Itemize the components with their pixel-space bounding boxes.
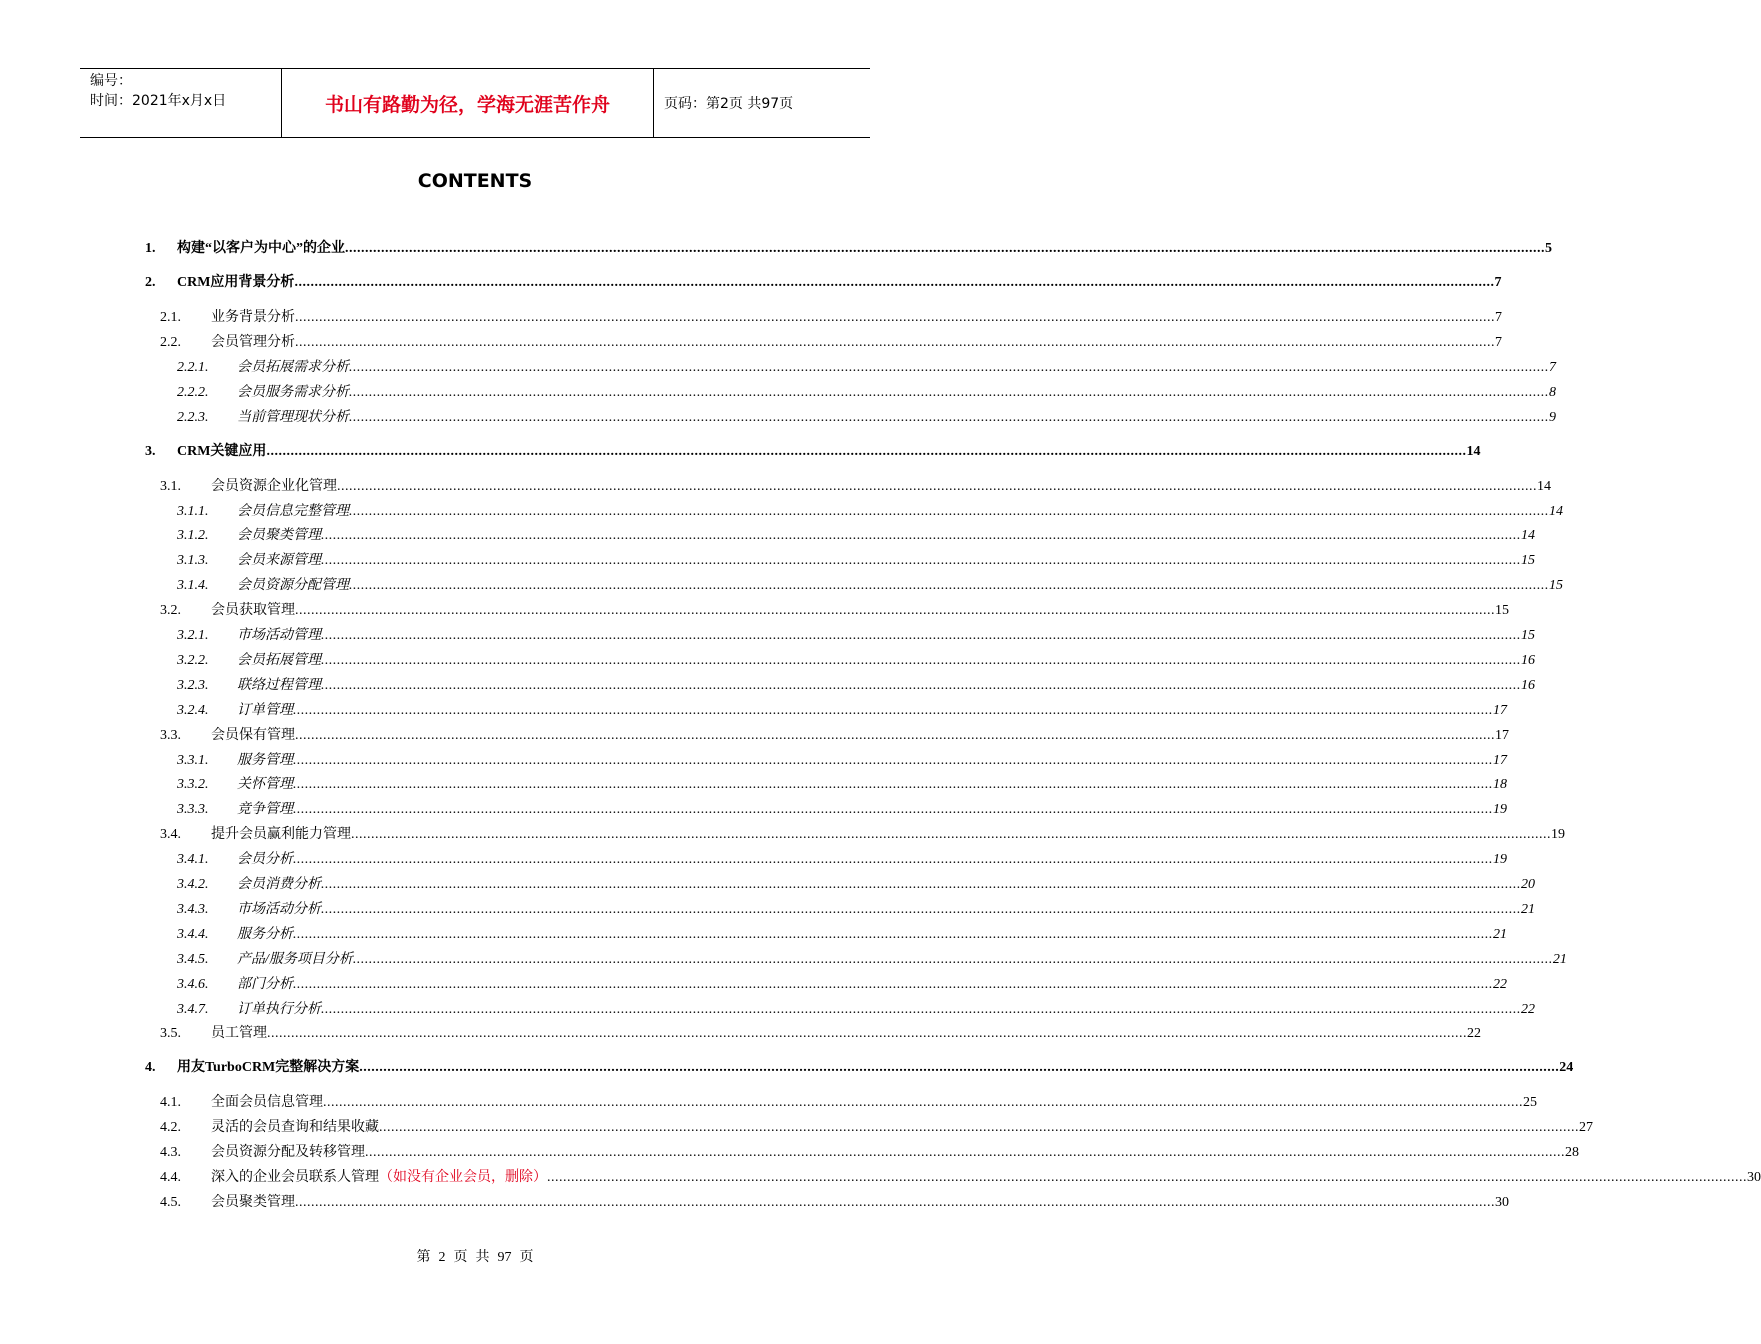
toc-page-number: 22 [1521, 1001, 1535, 1017]
toc-leader-dots: ............................................................................................................................................................................................................................................................................................................ [321, 677, 1521, 693]
toc-title: 会员资源分配及转移管理 [211, 1145, 365, 1161]
toc-title: 业务背景分析 [211, 310, 295, 325]
toc-entry[interactable] [0, 575, 1563, 597]
toc-leader-dots: ............................................................................................................................................................................................................................................................................................................ [293, 752, 1493, 768]
toc-leader-dots: ............................................................................................................................................................................................................................................................................................................ [293, 852, 1493, 868]
toc-number: 3.3.3. [177, 802, 209, 818]
toc-leader-dots: ............................................................................................................................................................................................................................................................................................................ [293, 802, 1493, 818]
toc-leader-dots: ............................................................................................................................................................................................................................................................................................................ [295, 1195, 1495, 1210]
toc-leader-dots: ............................................................................................................................................................................................................................................................................................................ [294, 275, 1495, 290]
toc-page-number: 15 [1549, 578, 1563, 594]
toc-leader-dots: ............................................................................................................................................................................................................................................................................................................ [293, 976, 1493, 992]
toc-entry[interactable] [0, 441, 1481, 463]
toc-entry[interactable] [0, 550, 1535, 572]
toc-page-number: 22 [1493, 976, 1507, 992]
toc-page-number: 19 [1493, 802, 1507, 818]
toc-leader-dots: ............................................................................................................................................................................................................................................................................................................ [293, 926, 1493, 942]
toc-leader-dots: ............................................................................................................................................................................................................................................................................................................ [323, 1095, 1523, 1111]
toc-entry[interactable] [0, 307, 1502, 329]
toc-number: 3.4. [160, 827, 181, 843]
toc-entry[interactable] [0, 332, 1502, 354]
footer-text: 页 [519, 1250, 534, 1265]
toc-entry[interactable] [0, 725, 1509, 747]
toc-page-number: 19 [1493, 852, 1507, 868]
toc-page-number: 17 [1493, 702, 1507, 718]
page-title: CONTENTS [417, 170, 533, 192]
toc-page-number: 14 [1537, 478, 1551, 494]
toc-title: 会员聚类管理 [237, 528, 321, 544]
toc-leader-dots: ............................................................................................................................................................................................................................................................................................................ [321, 1001, 1521, 1017]
toc-title: 提升会员赢利能力管理 [211, 827, 351, 843]
toc-number: 3.4.7. [177, 1001, 209, 1017]
toc-leader-dots: ............................................................................................................................................................................................................................................................................................................ [295, 603, 1495, 619]
toc-title: 会员聚类管理 [211, 1195, 295, 1210]
toc-page-number: 16 [1521, 677, 1535, 693]
toc-title: 用友TurboCRM完整解决方案 [177, 1060, 360, 1076]
toc-leader-dots: ............................................................................................................................................................................................................................................................................................................ [295, 727, 1495, 743]
toc-entry[interactable] [0, 600, 1509, 622]
toc-number: 3.5. [160, 1026, 181, 1042]
toc-title: 会员拓展管理 [237, 652, 321, 668]
toc-number: 3. [145, 443, 156, 459]
toc-entry[interactable] [0, 501, 1563, 523]
toc-number: 3.3.2. [177, 777, 209, 793]
toc-leader-dots: ............................................................................................................................................................................................................................................................................................................ [351, 827, 1551, 843]
toc-entry[interactable] [0, 849, 1507, 871]
toc-leader-dots: ............................................................................................................................................................................................................................................................................................................ [345, 241, 1545, 256]
toc-number: 3.1. [160, 478, 181, 494]
toc-entry[interactable] [0, 272, 1502, 294]
toc-entry[interactable] [0, 407, 1556, 429]
toc-entry[interactable] [0, 799, 1507, 821]
toc-number: 3.4.2. [177, 877, 209, 892]
toc-page-number: 7 [1549, 359, 1556, 375]
toc-page-number: 15 [1495, 603, 1509, 619]
toc-number: 3.1.1. [177, 503, 209, 519]
toc-leader-dots: ............................................................................................................................................................................................................................................................................................................ [379, 1120, 1579, 1136]
toc-entry[interactable] [0, 700, 1507, 722]
toc-number: 4. [145, 1060, 156, 1076]
toc-title: 会员拓展需求分析 [237, 359, 349, 375]
toc-note: （如没有企业会员，删除） [379, 1170, 547, 1186]
toc-page-number: 7 [1494, 275, 1502, 290]
toc-number: 2.2.1. [177, 359, 209, 375]
footer-page: 2 [438, 1250, 446, 1265]
toc-number: 3.4.5. [177, 951, 209, 967]
toc-number: 3.2.1. [177, 628, 209, 643]
toc-title: 订单管理 [237, 702, 293, 718]
toc-leader-dots: ............................................................................................................................................................................................................................................................................................................ [321, 901, 1521, 917]
toc-leader-dots: ............................................................................................................................................................................................................................................................................................................ [349, 409, 1549, 425]
toc-title: 联络过程管理 [237, 677, 321, 693]
toc-title: 当前管理现状分析 [237, 409, 349, 425]
toc-number: 4.5. [160, 1195, 181, 1210]
toc-page-number: 22 [1467, 1026, 1481, 1042]
toc-number: 2.2.2. [177, 384, 209, 400]
toc-title: CRM关键应用 [177, 443, 267, 459]
toc-page-number: 8 [1549, 384, 1556, 400]
toc-title: 灵活的会员查询和结果收藏 [211, 1120, 379, 1136]
toc-page-number: 15 [1521, 628, 1535, 643]
toc-page-number: 19 [1551, 827, 1565, 843]
toc-title: 市场活动管理 [237, 628, 321, 643]
header-motto: 书山有路勤为径，学海无涯苦作舟 [282, 69, 654, 137]
toc-page-number: 30 [1495, 1195, 1509, 1210]
toc-entry[interactable] [0, 750, 1507, 772]
footer-total: 97 [497, 1250, 512, 1265]
toc-leader-dots: ............................................................................................................................................................................................................................................................................................................ [349, 359, 1549, 375]
toc-number: 3.2. [160, 603, 181, 619]
date-label: 时间：2021年x月x日 [90, 93, 227, 109]
header-page-info: 页码：第2页 共97页 [664, 96, 794, 112]
toc-number: 1. [145, 241, 156, 256]
toc-title: 构建“以客户为中心”的企业 [177, 241, 345, 256]
toc-entry[interactable] [0, 1092, 1537, 1114]
toc-page-number: 14 [1521, 528, 1535, 544]
toc-title: 会员获取管理 [211, 603, 295, 619]
toc-leader-dots: ............................................................................................................................................................................................................................................................................................................ [359, 1060, 1560, 1076]
toc-title: 会员信息完整管理 [237, 503, 349, 519]
toc-leader-dots: ............................................................................................................................................................................................................................................................................................................ [349, 578, 1549, 594]
toc-page-number: 24 [1559, 1060, 1574, 1076]
toc-number: 3.1.3. [177, 553, 209, 569]
toc-leader-dots: ............................................................................................................................................................................................................................................................................................................ [365, 1145, 1565, 1161]
toc-title: 订单执行分析 [237, 1001, 321, 1017]
toc-leader-dots: ............................................................................................................................................................................................................................................................................................................ [321, 652, 1521, 668]
toc-title: 会员保有管理 [211, 727, 295, 743]
toc-entry[interactable] [0, 238, 1552, 260]
toc-leader-dots: ............................................................................................................................................................................................................................................................................................................ [349, 503, 1549, 519]
toc-page-number: 16 [1521, 652, 1535, 668]
toc-leader-dots: ............................................................................................................................................................................................................................................................................................................ [295, 334, 1495, 350]
toc-leader-dots: ............................................................................................................................................................................................................................................................................................................ [321, 628, 1521, 643]
toc-title: 深入的企业会员联系人管理 [211, 1170, 379, 1186]
toc-entry[interactable] [0, 824, 1565, 846]
toc-title: 员工管理 [211, 1026, 267, 1042]
toc-number: 2.1. [160, 310, 181, 325]
toc-number: 4.1. [160, 1095, 181, 1111]
header-meta [80, 69, 282, 137]
toc-number: 2.2. [160, 334, 181, 350]
toc-page-number: 14 [1549, 503, 1563, 519]
toc-title: 产品/服务项目分析 [237, 951, 353, 967]
toc-leader-dots: ............................................................................................................................................................................................................................................................................................................ [349, 384, 1549, 400]
toc-page-number: 17 [1493, 752, 1507, 768]
toc-title: 市场活动分析 [237, 901, 321, 917]
toc-entry[interactable] [0, 1117, 1593, 1139]
toc-number: 3.4.4. [177, 926, 209, 942]
toc-entry[interactable] [0, 675, 1535, 697]
toc-number: 3.1.2. [177, 528, 209, 544]
toc-entry[interactable] [0, 1057, 1574, 1079]
toc-number: 4.2. [160, 1120, 181, 1136]
toc-number: 3.1.4. [177, 578, 209, 594]
toc-title: 会员资源分配管理 [237, 578, 349, 594]
toc-leader-dots: ............................................................................................................................................................................................................................................................................................................ [352, 951, 1553, 967]
page-header [80, 68, 870, 138]
toc-leader-dots: ............................................................................................................................................................................................................................................................................................................ [321, 553, 1521, 569]
toc-leader-dots: ............................................................................................................................................................................................................................................................................................................ [547, 1170, 1747, 1186]
toc-page-number: 7 [1495, 310, 1502, 325]
toc-entry[interactable] [0, 874, 1535, 896]
toc-number: 4.3. [160, 1145, 181, 1161]
toc-page-number: 20 [1521, 877, 1535, 892]
toc-number: 2.2.3. [177, 409, 209, 425]
toc-title: 部门分析 [237, 976, 293, 992]
toc-page-number: 21 [1552, 951, 1567, 967]
toc-leader-dots: ............................................................................................................................................................................................................................................................................................................ [267, 1026, 1467, 1042]
footer-text: 共 [475, 1250, 490, 1265]
toc-entry[interactable] [0, 625, 1535, 647]
toc-entry[interactable] [0, 650, 1535, 672]
toc-title: 关怀管理 [237, 777, 293, 793]
toc-number: 3.4.1. [177, 852, 209, 868]
toc-entry[interactable] [0, 382, 1556, 404]
toc-page-number: 28 [1565, 1145, 1579, 1161]
toc-entry[interactable] [0, 974, 1507, 996]
page-footer [0, 1246, 950, 1266]
toc-title: 会员服务需求分析 [237, 384, 349, 400]
toc-leader-dots: ............................................................................................................................................................................................................................................................................................................ [295, 310, 1495, 325]
toc-number: 3.2.4. [177, 702, 209, 718]
toc-page-number: 18 [1493, 777, 1507, 793]
toc-entry[interactable] [0, 1023, 1481, 1045]
toc-leader-dots: ............................................................................................................................................................................................................................................................................................................ [293, 777, 1493, 793]
toc-page-number: 25 [1523, 1095, 1537, 1111]
toc-page-number: 17 [1495, 727, 1509, 743]
toc-leader-dots: ............................................................................................................................................................................................................................................................................................................ [321, 877, 1521, 892]
toc-title: 服务分析 [237, 926, 293, 942]
toc-number: 4.4. [160, 1170, 181, 1186]
toc-entry[interactable] [0, 525, 1535, 547]
toc-leader-dots: ............................................................................................................................................................................................................................................................................................................ [337, 478, 1537, 494]
toc-entry[interactable] [0, 476, 1551, 498]
toc-page-number: 21 [1521, 901, 1535, 917]
toc-page-number: 7 [1495, 334, 1502, 350]
footer-text: 第 [416, 1250, 431, 1265]
toc-title: 会员管理分析 [211, 334, 295, 350]
toc-title: 会员消费分析 [237, 877, 321, 892]
toc-page-number: 27 [1579, 1120, 1593, 1136]
toc-entry[interactable] [0, 774, 1507, 796]
toc-entry[interactable] [0, 1192, 1509, 1214]
toc-number: 3.2.3. [177, 677, 209, 693]
toc-title: CRM应用背景分析 [177, 275, 295, 290]
toc-number: 3.3. [160, 727, 181, 743]
toc-number: 3.2.2. [177, 652, 209, 668]
toc-leader-dots: ............................................................................................................................................................................................................................................................................................................ [321, 528, 1521, 544]
toc-page-number: 5 [1545, 241, 1552, 256]
toc-page-number: 15 [1521, 553, 1535, 569]
toc-title: 竞争管理 [237, 802, 293, 818]
toc-entry[interactable] [0, 1167, 1761, 1189]
toc-number: 3.3.1. [177, 752, 209, 768]
toc-page-number: 14 [1466, 443, 1481, 459]
toc-title: 全面会员信息管理 [211, 1095, 323, 1111]
code-label: 编号： [90, 73, 132, 89]
toc-page-number: 30 [1747, 1170, 1761, 1186]
toc-page-number: 21 [1493, 926, 1507, 942]
toc-entry[interactable] [0, 1142, 1579, 1164]
toc-page-number: 9 [1549, 409, 1556, 425]
toc-title: 会员资源企业化管理 [211, 478, 337, 494]
toc-entry[interactable] [0, 357, 1556, 379]
toc-number: 3.4.6. [177, 976, 209, 992]
toc-leader-dots: ............................................................................................................................................................................................................................................................................................................ [266, 443, 1467, 459]
toc-entry[interactable] [0, 924, 1507, 946]
toc-entry[interactable] [0, 999, 1535, 1021]
toc-title: 会员分析 [237, 852, 293, 868]
toc-number: 2. [145, 275, 156, 290]
toc-entry[interactable] [0, 899, 1535, 921]
toc-leader-dots: ............................................................................................................................................................................................................................................................................................................ [293, 702, 1493, 718]
toc-title: 会员来源管理 [237, 553, 321, 569]
toc-entry[interactable] [0, 949, 1567, 971]
toc-title: 服务管理 [237, 752, 293, 768]
toc-number: 3.4.3. [177, 901, 209, 917]
footer-text: 页 [453, 1250, 468, 1265]
